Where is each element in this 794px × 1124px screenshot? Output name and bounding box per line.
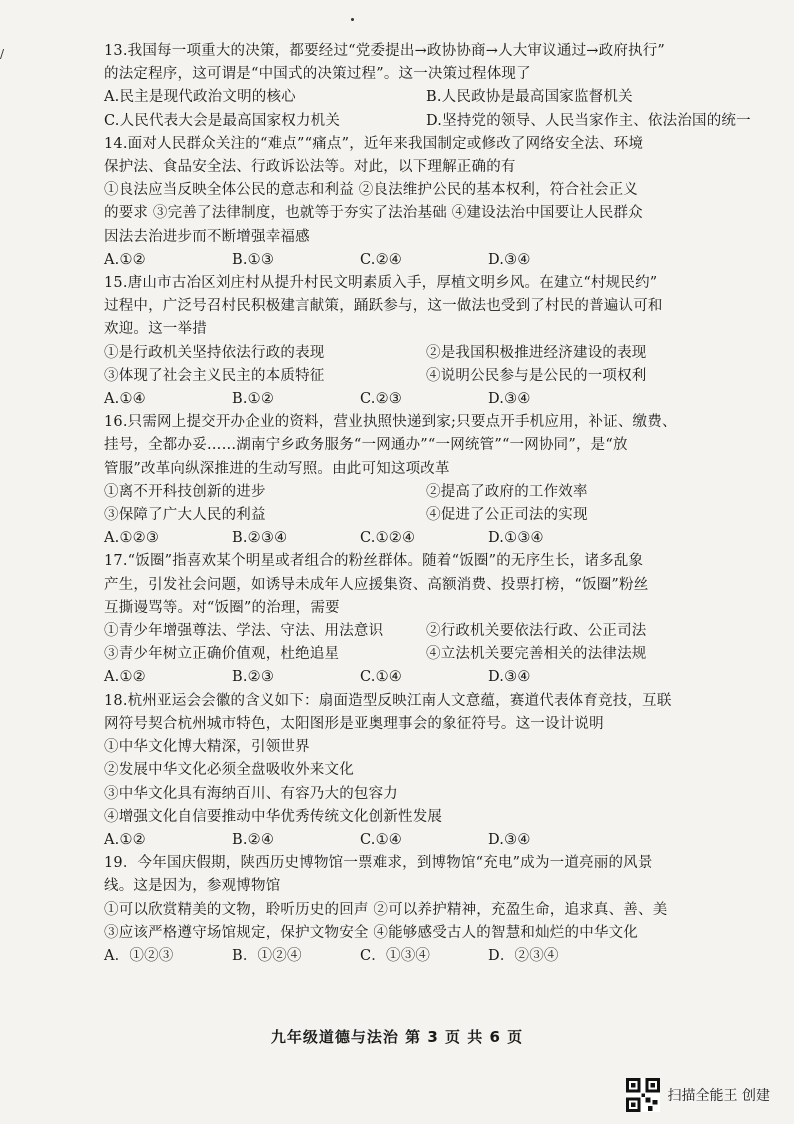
question-list — [104, 40, 768, 968]
answer-choice: B.②③④ — [232, 530, 288, 547]
option-item: ①离不开科技创新的进步 — [104, 483, 266, 500]
answer-choice: C.①②④ — [360, 530, 416, 547]
answer-choice: D.③④ — [488, 669, 531, 686]
question-text-line: 产生，引发社会问题，如诱导未成年人应援集资、高额消费、投票打榜，“饭圈”粉丝 — [104, 576, 649, 593]
answer-choice: C.②④ — [360, 251, 402, 268]
question-text-line: 13.我国每一项重大的决策，都要经过“党委提出→政协协商→人大审议通过→政府执行” — [104, 43, 666, 59]
option-row — [104, 481, 768, 504]
answer-choice: D．②③④ — [488, 947, 559, 964]
question-15 — [104, 272, 768, 411]
answer-choice: D.③④ — [488, 391, 531, 408]
option-row — [104, 620, 768, 643]
question-13 — [104, 40, 768, 133]
option-item: ③保障了广大人民的利益 — [104, 507, 266, 524]
question-text-line: 17.“饭圈”指喜欢某个明星或者组合的粉丝群体。随着“饭圈”的无序生长，诸多乱象 — [104, 553, 644, 570]
answer-choices — [104, 249, 768, 272]
question-text-line: 保护法、食品安全法、行政诉讼法等。对此，以下理解正确的有 — [104, 159, 516, 176]
option-item: ②行政机关要依法行政、公正司法 — [426, 623, 647, 640]
answer-choice: C.①④ — [360, 831, 402, 848]
question-text-line: ②发展中华文化必须全盘吸收外来文化 — [104, 762, 354, 779]
option-item: B.人民政协是最高国家监督机关 — [426, 89, 633, 106]
option-item: ①是行政机关坚持依法行政的表现 — [104, 344, 325, 361]
answer-choice: B.②④ — [232, 831, 275, 848]
answer-choice: C．①③④ — [360, 947, 431, 964]
answer-choices — [104, 829, 768, 852]
option-row — [104, 86, 768, 109]
question-text-line: ①中华文化博大精深，引领世界 — [104, 739, 310, 756]
answer-choices — [104, 666, 768, 689]
question-text-line: 的法定程序，这可谓是“中国式的决策过程”。这一决策过程体现了 — [104, 66, 531, 83]
question-text-line: 18.杭州亚运会会徽的含义如下：扇面造型反映江南人文意蕴，赛道代表体育竞技，互联 — [104, 692, 672, 709]
answer-choice: B.①② — [232, 391, 275, 408]
answer-choices — [104, 945, 768, 968]
answer-choice: D.③④ — [488, 251, 531, 268]
answer-choices — [104, 388, 768, 411]
answer-choice: A.①② — [104, 831, 146, 848]
option-item: ④促进了公正司法的实现 — [426, 507, 588, 524]
option-row — [104, 342, 768, 365]
answer-choice: D.①③④ — [488, 530, 544, 547]
question-text-line: 互撕谩骂等。对“饭圈”的治理，需要 — [104, 599, 340, 616]
scanner-watermark — [626, 1078, 770, 1112]
answer-choices — [104, 527, 768, 550]
qr-code-icon — [626, 1078, 660, 1112]
option-item: ③青少年树立正确价值观，杜绝追星 — [104, 646, 340, 663]
question-text-line: 过程中，广泛号召村民积极建言献策，踊跃参与，这一做法也受到了村民的普遍认可和 — [104, 298, 663, 315]
answer-choice: B.①③ — [232, 251, 275, 268]
answer-choice: A.①④ — [104, 391, 146, 408]
question-text-line: 欢迎。这一举措 — [104, 321, 207, 338]
question-text-line: 管服”改革向纵深推进的生动写照。由此可知这项改革 — [104, 460, 450, 477]
answer-choice: B．①②④ — [232, 947, 302, 964]
answer-choice: C.②③ — [360, 391, 402, 408]
option-item: ②提高了政府的工作效率 — [426, 483, 588, 500]
answer-choice: B.②③ — [232, 669, 275, 686]
question-14 — [104, 133, 768, 272]
question-text-line: 的要求 ③完善了法律制度，也就等于夯实了法治基础 ④建设法治中国要让人民群众 — [104, 205, 643, 222]
scan-speck — [351, 18, 354, 21]
option-row — [104, 365, 768, 388]
answer-choice: A.①② — [104, 251, 146, 268]
question-17 — [104, 550, 768, 689]
question-text-line: 15.唐山市古冶区刘庄村从提升村民文明素质入手，厚植文明乡风。在建立“村规民约” — [104, 275, 658, 292]
answer-choice: A.①② — [104, 669, 146, 686]
option-row — [104, 110, 768, 133]
question-text-line: ④增强文化自信要推动中华优秀传统文化创新性发展 — [104, 808, 443, 825]
option-item: C.人民代表大会是最高国家权力机关 — [104, 112, 341, 129]
question-text-line: 14.面对人民群众关注的“难点”“痛点”，近年来我国制定或修改了网络安全法、环境 — [104, 135, 644, 152]
option-item: ②是我国积极推进经济建设的表现 — [426, 344, 647, 361]
question-text-line: ①良法应当反映全体公民的意志和利益 ②良法维护公民的基本权利，符合社会正义 — [104, 182, 639, 199]
question-19 — [104, 852, 768, 968]
option-item: A.民主是现代政治文明的核心 — [104, 89, 296, 106]
answer-choice: C.①④ — [360, 669, 402, 686]
question-text-line: 因法去治进步而不断增强幸福感 — [104, 228, 310, 245]
option-item: ④说明公民参与是公民的一项权利 — [426, 367, 647, 384]
option-row — [104, 643, 768, 666]
question-18 — [104, 690, 768, 852]
question-text-line: 16.只需网上提交开办企业的资料，营业执照快递到家;只要点开手机应用，补证、缴费、 — [104, 414, 677, 431]
question-text-line: 线。这是因为，参观博物馆 — [104, 878, 281, 895]
option-item: ①青少年增强尊法、学法、守法、用法意识 — [104, 623, 384, 640]
option-item: ③体现了社会主义民主的本质特征 — [104, 367, 325, 384]
question-16 — [104, 411, 768, 550]
scanner-brand-text: 扫描全能王 创建 — [667, 1088, 770, 1104]
option-row — [104, 504, 768, 527]
answer-choice: D.③④ — [488, 831, 531, 848]
margin-mark: / — [0, 47, 5, 61]
question-text-line: 19．今年国庆假期，陕西历史博物馆一票难求，到博物馆“充电”成为一道亮丽的风景 — [104, 855, 653, 872]
question-text-line: 挂号，全都办妥……湖南宁乡政务服务“一网通办”“一网统管”“一网协同”，是“放 — [104, 437, 628, 454]
option-item: ④立法机关要完善相关的法律法规 — [426, 646, 647, 663]
answer-choice: A．①②③ — [104, 947, 174, 964]
question-text-line: ③中华文化具有海纳百川、有容乃大的包容力 — [104, 785, 398, 802]
question-text-line: 网符号契合杭州城市特色，太阳图形是亚奥理事会的象征符号。这一设计说明 — [104, 715, 604, 732]
page-footer: 九年级道德与法治 第 3 页 共 6 页 — [270, 1028, 524, 1046]
question-text-line: ①可以欣赏精美的文物，聆听历史的回声 ②可以养护精神，充盈生命，追求真、善、美 — [104, 901, 668, 918]
answer-choice: A.①②③ — [104, 530, 160, 547]
option-item: D.坚持党的领导、人民当家作主、依法治国的统一 — [426, 112, 751, 129]
question-text-line: ③应该严格遵守场馆规定，保护文物安全 ④能够感受古人的智慧和灿烂的中华文化 — [104, 924, 639, 941]
